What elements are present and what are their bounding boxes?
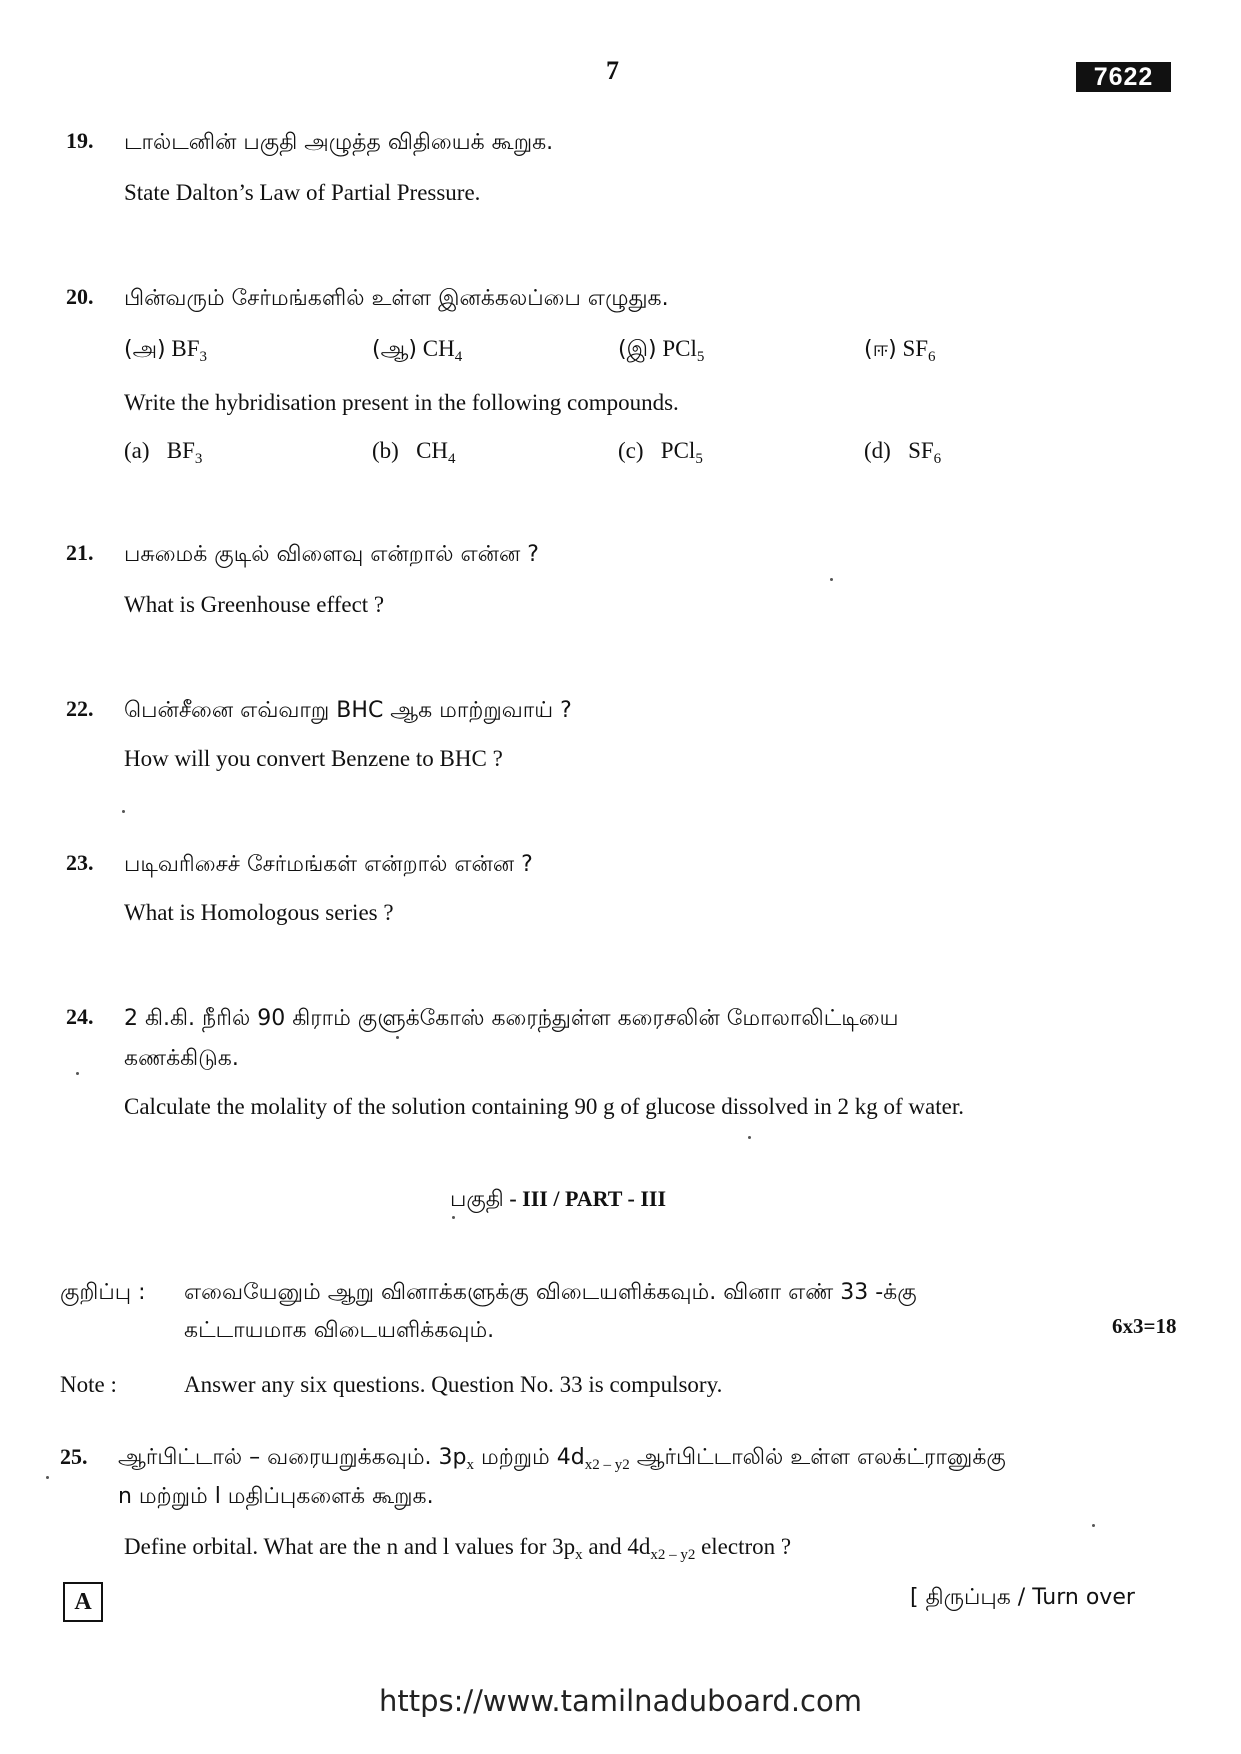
- note-text-tamil: எவையேனும் ஆறு வினாக்களுக்கு விடையளிக்கவும். வினா எண் 33 -க்கு: [184, 1280, 917, 1305]
- scan-speck: [452, 1216, 455, 1219]
- question-text-english: Write the hybridisation present in the following compounds.: [124, 390, 679, 415]
- question-text-tamil-line2: n மற்றும் l மதிப்புகளைக் கூறுக.: [118, 1484, 434, 1509]
- question-number: 24.: [66, 1004, 94, 1029]
- option-tamil-c: (இ) PCl$_5$: [618, 336, 705, 365]
- question-text-tamil: பின்வரும் சேர்மங்களில் உள்ள இனக்கலப்பை எழுதுக.: [124, 286, 669, 311]
- option-english-c: (c) PCl$_5$: [618, 438, 703, 467]
- note-text-tamil-line2: கட்டாயமாக விடையளிக்கவும்.: [184, 1318, 495, 1343]
- question-text-english: Calculate the molality of the solution containing 90 g of glucose dissolved in 2 kg of water.: [124, 1094, 964, 1119]
- option-tamil-a: (அ) $BF_3$: [124, 336, 208, 365]
- question-text-english: How will you convert Benzene to BHC ?: [124, 746, 503, 771]
- question-number: 22.: [66, 696, 94, 721]
- scan-speck: [396, 1036, 399, 1039]
- question-number: 25.: [60, 1444, 88, 1469]
- note-label-tamil: குறிப்பு :: [60, 1280, 146, 1305]
- option-tamil-d: (ஈ) $SF_6$: [864, 336, 936, 365]
- question-text-tamil: 2 கி.கி. நீரில் 90 கிராம் குளுக்கோஸ் கரைந்துள்ள கரைசலின் மோலாலிட்டியை: [124, 1006, 899, 1031]
- scan-speck: [830, 578, 833, 581]
- question-text-tamil: படிவரிசைச் சேர்மங்கள் என்றால் என்ன ?: [124, 852, 533, 877]
- question-text-tamil: டால்டனின் பகுதி அழுத்த விதியைக் கூறுக.: [124, 130, 554, 155]
- option-english-d: (d) $SF_6$: [864, 438, 942, 467]
- scan-speck: [1092, 1524, 1095, 1527]
- question-number: 21.: [66, 540, 94, 565]
- question-number: 20.: [66, 284, 94, 309]
- source-url: https://www.tamilnaduboard.com: [378, 1684, 862, 1718]
- marks-scheme: 6x3=18: [1112, 1314, 1177, 1338]
- page-number: 7: [606, 56, 619, 85]
- scan-speck: [46, 1476, 49, 1479]
- series-box: A: [63, 1582, 103, 1622]
- question-text-english: What is Homologous series ?: [124, 900, 394, 925]
- option-tamil-b: (ஆ) $CH_4$: [372, 336, 463, 365]
- scan-speck: [748, 1136, 751, 1139]
- question-text-english: Define orbital. What are the n and l values for $3p_x$ and $4d_{x2 - y2}$ electron ?: [124, 1534, 792, 1563]
- option-english-b: (b) $CH_4$: [372, 438, 456, 467]
- question-text-english: What is Greenhouse effect ?: [124, 592, 385, 617]
- paper-code-badge: 7622: [1076, 62, 1171, 92]
- question-text-english: State Dalton’s Law of Partial Pressure.: [124, 180, 481, 205]
- question-number: 23.: [66, 850, 94, 875]
- option-english-a: (a) $BF_3$: [124, 438, 203, 467]
- turn-over-label: [ திருப்புக / Turn over: [910, 1585, 1135, 1610]
- question-text-tamil: ஆர்பிட்டால் – வரையறுக்கவும். $3p_x$ மற்றும் $4d_{x2 - y2}$ ஆர்பிட்டாலில் உள்ள எலக்ட்ரானுக்கு: [118, 1445, 1006, 1473]
- question-number: 19.: [66, 128, 94, 153]
- note-text-english: Answer any six questions. Question No. 33 is compulsory.: [184, 1372, 723, 1397]
- note-label-english: Note :: [60, 1372, 117, 1397]
- question-text-tamil: பென்சீனை எவ்வாறு BHC ஆக மாற்றுவாய் ?: [124, 698, 572, 723]
- question-text-tamil-line2: கணக்கிடுக.: [124, 1046, 239, 1071]
- section-heading: பகுதி - III / PART - III: [450, 1186, 667, 1212]
- scan-speck: [76, 1072, 79, 1075]
- question-text-tamil: பசுமைக் குடில் விளைவு என்றால் என்ன ?: [124, 542, 539, 567]
- scan-speck: [122, 810, 125, 813]
